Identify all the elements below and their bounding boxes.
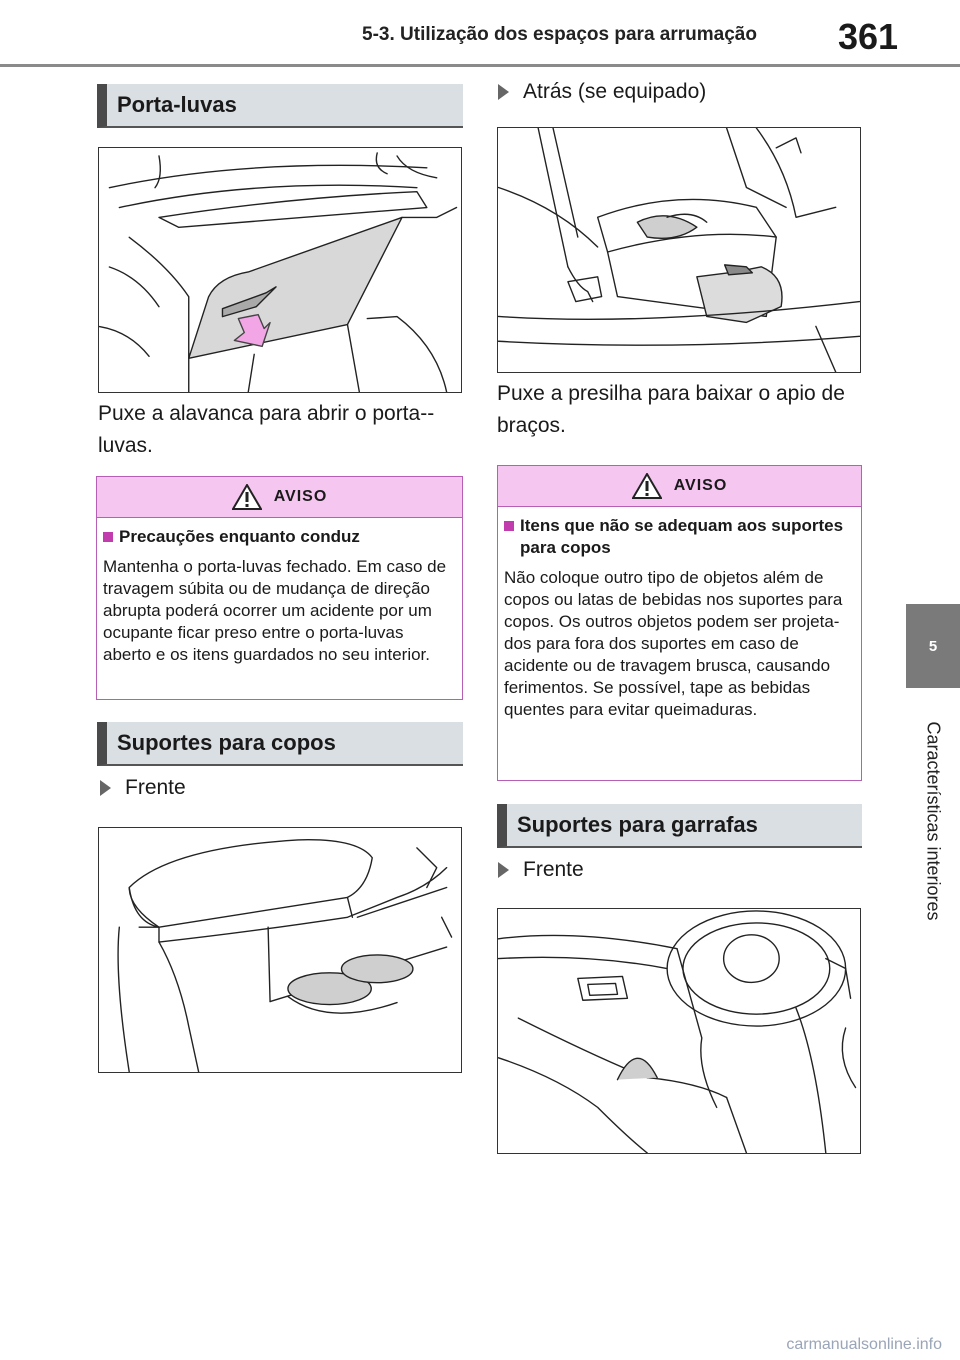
glovebox-caption: Puxe a alavanca para abrir o porta--luvas. xyxy=(98,402,435,457)
bullet-frente-cupholders xyxy=(100,776,186,800)
heading-porta-luvas-text: Porta-luvas xyxy=(117,92,237,117)
warning-header xyxy=(97,477,462,518)
chapter-tab-label: Características interiores xyxy=(923,721,944,921)
bullet-atras-text: Atrás (se equipado) xyxy=(523,80,707,103)
heading-suportes-garrafas xyxy=(497,804,862,848)
figure-glovebox xyxy=(98,147,462,393)
bullet-triangle-icon xyxy=(498,84,509,100)
bullet-frente-text: Frente xyxy=(523,858,584,881)
warning-triangle-icon xyxy=(232,484,262,510)
page-number: 361 xyxy=(838,16,899,57)
figure-cupholders-front xyxy=(98,827,462,1073)
figure-bottleholders-front xyxy=(497,908,861,1154)
warning-subtitle: Itens que não se adequam aos suportes para copos xyxy=(520,516,844,557)
watermark: carmanualsonline.info xyxy=(786,1336,942,1353)
warning-subtitle-row xyxy=(504,515,855,559)
warning-subtitle: Precauções enquanto conduz xyxy=(119,527,360,546)
rear-armrest-illustration xyxy=(498,128,860,372)
warning-header xyxy=(498,466,861,507)
bullet-frente-text: Frente xyxy=(125,776,186,799)
header-rule xyxy=(0,64,960,67)
warning-subtitle-row xyxy=(103,526,456,548)
warning-box-cupholders xyxy=(497,465,862,781)
glovebox-illustration xyxy=(99,148,461,392)
heading-suportes-garrafas-text: Suportes para garrafas xyxy=(517,812,758,837)
warning-text: Mantenha o porta-luvas fechado. Em caso de travagem súbita ou de mudança de direção abrupta poderá ocorrer um acidente por um ocupante ficar preso entre o porta-luvas aberto e os itens guardados no seu interior. xyxy=(103,557,447,664)
bullet-square-icon xyxy=(504,521,514,531)
warning-text: Não coloque outro tipo de objetos além de copos ou latas de bebidas nos suportes para copos. Os outros objetos podem ser projeta-dos para fora dos suportes em caso de acidente ou de travagem brusca, causando ferimentos. Se possível, tape as bebidas quentes para evitar queimaduras. xyxy=(504,568,843,719)
heading-suportes-copos-text: Suportes para copos xyxy=(117,730,336,755)
warning-title: AVISO xyxy=(673,477,728,494)
bullet-frente-bottleholders xyxy=(498,858,584,882)
armrest-caption: Puxe a presilha para baixar o apio de braços. xyxy=(497,382,845,437)
bullet-square-icon xyxy=(103,532,113,542)
bullet-atras xyxy=(498,80,706,104)
bottleholders-front-illustration xyxy=(498,909,860,1153)
running-header-title: 5-3. Utilização dos espaços para arrumação xyxy=(362,24,757,45)
chapter-tab-label-wrap xyxy=(906,696,960,946)
warning-box-driving xyxy=(96,476,463,700)
heading-suportes-copos xyxy=(97,722,463,766)
chapter-tab-number: 5 xyxy=(906,604,960,688)
figure-rear-armrest xyxy=(497,127,861,373)
warning-title: AVISO xyxy=(273,488,328,505)
bullet-triangle-icon xyxy=(100,780,111,796)
bullet-triangle-icon xyxy=(498,862,509,878)
heading-porta-luvas xyxy=(97,84,463,128)
warning-triangle-icon xyxy=(632,473,662,499)
cupholders-front-illustration xyxy=(99,828,461,1072)
